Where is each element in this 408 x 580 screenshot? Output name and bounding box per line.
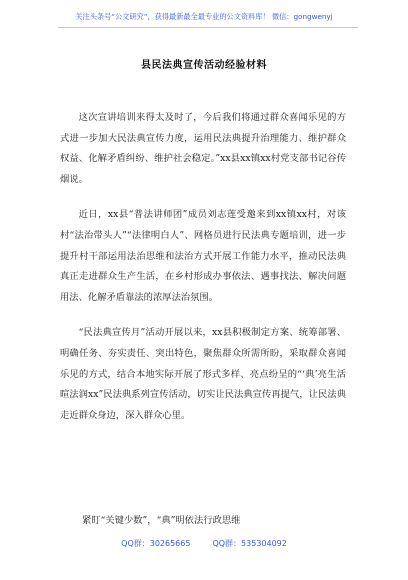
header-divider [58, 27, 358, 28]
footer-contact [0, 538, 408, 549]
header-banner: 关注头条号“公文研究”，获得最新最全最专业的公文资料库！ 微信：gongwenyj [75, 12, 333, 21]
paragraph: 近日，xx县“普法讲师团”成员刘志莲受邀来到xx镇xx村，对该村“法治带头人”“法律明白人”、网格员进行民法典专题培训，进一步提升村干部运用法治思维和法治方式开展工作能力水平，推动民法典真正走进群众生产生活，在乡村形成办事依法、遇事找法、解决问题用法、化解矛盾靠法的浓厚法治氛围。 [60, 209, 346, 303]
document-body [60, 108, 346, 426]
paragraph: 这次宣讲培训来得太及时了，今后我们将通过群众喜闻乐见的方式进一步加大民法典宣传力度，运用民法典提升治理能力、维护群众权益、化解矛盾纠纷、维护社会稳定。”xx县xx镇xx村党支部书记谷传烟说。 [60, 112, 346, 185]
paragraph: “民法典宣传月”活动开展以来，xx县积极制定方案、统筹部署、明确任务、夯实责任、突出特色，聚焦群众所需所盼，采取群众喜闻乐见的方式，结合本地实际开展了形式多样、亮点纷呈的“‘典’亮生活暄法润xx”民法典系列宣传活动，切实让民法典宣传再提气，让民法典走近群众身边，深入群众心里。 [60, 327, 346, 421]
section-subheading: 紧盯“关键少数”，“典”明依法行政思维 [82, 515, 241, 526]
document-title: 县民法典宣传活动经验材料 [141, 60, 267, 71]
footer-qq-group-2: QQ群：535304092 [212, 539, 287, 548]
footer-qq-group-1: QQ群：30265665 [121, 539, 191, 548]
